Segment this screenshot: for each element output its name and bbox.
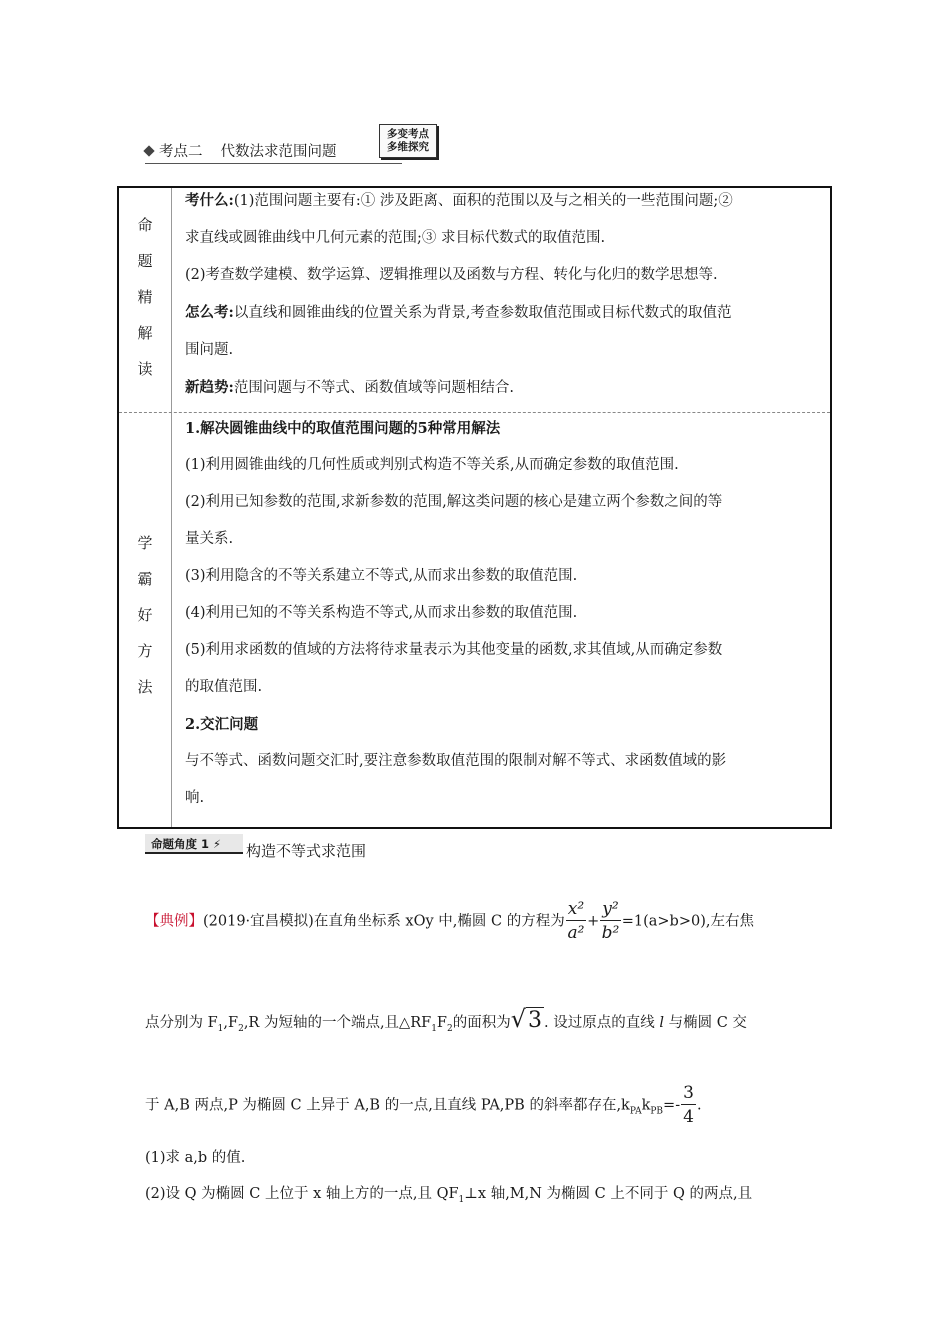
subscript: 1: [217, 1023, 224, 1034]
example-line-1: [145, 898, 754, 945]
subscript: 1: [431, 1023, 437, 1034]
question-1: (1)求 a,b 的值.: [145, 1150, 246, 1166]
subscript: PB: [650, 1106, 664, 1117]
what-text-3: (2)考查数学建模、数学运算、逻辑推理以及函数与方程、转化与化归的数学思想等.: [185, 267, 718, 283]
lightning-icon: ⚡: [209, 837, 222, 851]
what-text-1: (1)范围问题主要有:① 涉及距离、面积的范围以及与之相关的一些范围问题;②: [233, 193, 733, 209]
table-column-divider: [171, 188, 172, 827]
row2-label-char: 好: [137, 606, 153, 624]
section-number: 考点二: [159, 144, 203, 160]
row1-label-char: 精: [137, 288, 153, 306]
badge-line-1: 多变考点: [387, 128, 429, 140]
plus-sign: +: [587, 913, 600, 930]
example-text: =-: [663, 1097, 681, 1114]
example-line-3: [145, 1082, 702, 1129]
intersection-text-1: 与不等式、函数问题交汇时,要注意参数取值范围的限制对解不等式、求函数值域的影: [185, 753, 727, 769]
fraction-num: y²: [602, 899, 619, 919]
subscript: 2: [446, 1023, 453, 1034]
example-text: =1(a>b>0),左右焦: [621, 913, 754, 930]
heading-underline: [145, 163, 402, 164]
row2-label-char: 法: [137, 678, 153, 696]
fraction-num: x²: [567, 899, 585, 919]
method-3: (3)利用隐含的不等关系建立不等式,从而求出参数的取值范围.: [185, 568, 578, 584]
fraction-den: b²: [601, 923, 620, 943]
topic-badge: [379, 124, 437, 158]
example-text: k: [641, 1097, 651, 1114]
method-5a: (5)利用求函数的值域的方法将待求量表示为其他变量的函数,求其值域,从而确定参数: [185, 642, 723, 658]
row2-label-char: 方: [137, 642, 153, 660]
row-label-interpretation: [119, 207, 171, 387]
line-symbol: l: [659, 1015, 664, 1031]
subscript: 1: [458, 1194, 465, 1205]
method-1: (1)利用圆锥曲线的几何性质或判别式构造不等关系,从而确定参数的取值范围.: [185, 457, 679, 473]
example-text: ,F: [223, 1015, 239, 1031]
how-label: 怎么考:: [185, 304, 234, 321]
row1-label-char: 解: [137, 324, 153, 342]
section-title: 代数法求范围问题: [220, 144, 337, 160]
fraction-num: 3: [683, 1083, 694, 1103]
intersection-heading: 2.交汇问题: [185, 716, 259, 733]
how-text-2: 围问题.: [185, 342, 234, 358]
fraction-x2-a2: [566, 898, 586, 945]
example-text: ⊥x 轴,M,N 为椭圆 C 上不同于 Q 的两点,且: [464, 1186, 753, 1202]
fraction-3-4: [681, 1082, 696, 1129]
example-text: 点分别为 F: [145, 1015, 218, 1031]
subscript: PA: [629, 1106, 642, 1117]
subscript: 2: [238, 1023, 244, 1034]
how-text-1: 以直线和圆锥曲线的位置关系为背景,考查参数取值范围或目标代数式的取值范: [233, 305, 732, 321]
row1-label-char: 命: [137, 216, 153, 234]
angle-tag-label: 命题角度 1: [151, 837, 210, 851]
fraction-den: 4: [683, 1107, 694, 1127]
example-text: . 设过原点的直线: [544, 1015, 655, 1031]
example-text: 的面积为: [452, 1015, 511, 1031]
example-text: ,R 为短轴的一个端点,且△RF: [243, 1015, 432, 1031]
intersection-text-2: 响.: [185, 790, 205, 806]
example-text: F: [436, 1015, 447, 1031]
row1-label-char: 读: [137, 360, 153, 378]
trend-label: 新趋势:: [185, 379, 234, 396]
example-text: (2)设 Q 为椭圆 C 上位于 x 轴上方的一点,且 QF: [145, 1186, 459, 1202]
what-label: 考什么:: [185, 192, 234, 209]
row1-content: [185, 182, 827, 407]
method-2b: 量关系.: [185, 531, 234, 547]
angle-tag: [145, 834, 243, 854]
row-label-methods: [119, 525, 171, 705]
example-text: .: [696, 1097, 702, 1114]
method-2a: (2)利用已知参数的范围,求新参数的范围,解这类问题的核心是建立两个参数之间的等: [185, 494, 723, 510]
what-text-2: 求直线或圆锥曲线中几何元素的范围;③ 求目标代数式的取值范围.: [185, 230, 606, 246]
example-line-2: [145, 1005, 747, 1034]
sqrt-symbol: √3: [510, 1005, 543, 1033]
example-tag: 【典例】: [145, 913, 203, 930]
fraction-y2-b2: [600, 898, 620, 945]
badge-line-2: 多维探究: [387, 141, 429, 153]
method-5b: 的取值范围.: [185, 679, 263, 695]
method-4: (4)利用已知的不等关系构造不等式,从而求出参数的取值范围.: [185, 605, 578, 621]
question-2: [145, 1182, 752, 1205]
example-text: 与椭圆 C 交: [668, 1015, 747, 1031]
row1-label-char: 题: [137, 252, 153, 270]
diamond-icon: [143, 145, 154, 156]
trend-text: 范围问题与不等式、函数值域等问题相结合.: [233, 380, 514, 396]
section-heading: [145, 140, 337, 161]
example-text: (2019·宜昌模拟)在直角坐标系 xOy 中,椭圆 C 的方程为: [203, 913, 565, 930]
row2-label-char: 霸: [137, 570, 153, 588]
fraction-den: a²: [567, 923, 585, 943]
methods-heading: 1.解决圆锥曲线中的取值范围问题的5种常用解法: [185, 420, 501, 437]
example-text: 于 A,B 两点,P 为椭圆 C 上异于 A,B 的一点,且直线 PA,PB 的斜率都存在,k: [145, 1097, 630, 1114]
row2-content: [185, 410, 827, 817]
row2-label-char: 学: [137, 534, 153, 552]
sqrt-value: 3: [528, 1008, 543, 1033]
angle-title: 构造不等式求范围: [246, 842, 367, 860]
